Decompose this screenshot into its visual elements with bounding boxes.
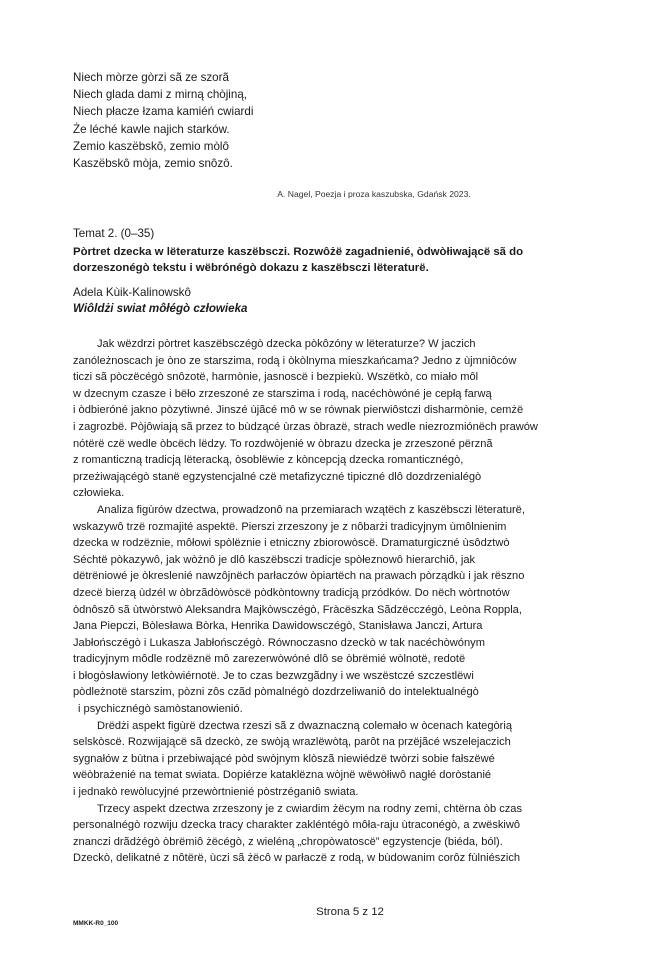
- essay-line: sygnałów z bùtna i przebiwającé pòd swòjnym klòszã niewiédzë twòrzi sobie fałszëwé: [73, 752, 495, 765]
- essay-line: i psychicznégò samòstanowienió.: [78, 703, 243, 716]
- poem-line: Niech płacze łzama kamiéń cwiardi: [73, 105, 254, 119]
- poem-stanza: [73, 69, 253, 172]
- poem-line: Zemio kaszëbskô, zemio mòlô: [73, 139, 229, 153]
- essay-line: Jana Piepczi, Bòlesława Bòrka, Henrika Dawidowsczégò, Stanisława Janczi, Artura: [73, 620, 483, 633]
- essay-line: wskazywô trzë rozmajité aspektë. Pierszi zrzeszony je z nôbarżi tradicyjnym ùmôlnienim: [73, 520, 507, 533]
- page-number: Strona 5 z 12: [316, 906, 384, 918]
- topic-number: Temat 2. (0–35): [73, 227, 155, 240]
- essay-line: òdnôszô sã ùtwòrstwò Aleksandra Majkòwsczégò, Fràcëszka Sãdzëcczégò, Leòna Roppla,: [73, 603, 522, 616]
- essay-line: Analiza figùrów dzectwa, prowadzonô na przemiarach wzątëch z kaszëbsczi lëteraturë,: [97, 503, 525, 516]
- essay-line: nótërë czë wedle òbcëch lëdzy. To rozdwòjenié w òbrazu dzecka je zrzeszoné përznã: [73, 437, 493, 450]
- essay-line: przeżiwającégò stanë egzystencjalné czë metafizyczné tipiczné dlô dozdrzenialégò: [73, 470, 482, 483]
- essay-body: [73, 336, 613, 867]
- essay-line: i błogòsławiony letkòwiérnotë. Je to czas bezwzgãdny i we wszëstczé szczestlëwi: [73, 669, 474, 682]
- essay-line: Jak wëzdrzi pòrtret kaszëbsczégò dzecka pòkôzóny w lëteraturze? W jaczich: [97, 338, 476, 350]
- essay-line: personalnégò rozwiju dzecka tracy charakter zakléntégò môła-raju ùtraconégò, a zwëskiwô: [73, 819, 521, 832]
- essay-line: Jabłońsczégò i Lukasza Jabłońsczégò. Równoczasno dzeckò w tak nacéchòwónym: [73, 636, 485, 649]
- essay-line: i òdbieróné jakno pòzytiwné. Jinszé ùjãcé mô w se równak pierwiôstczi disharmònie, cemżë: [73, 404, 524, 417]
- poem-line: Kaszëbskô mòja, zemio snôzô.: [73, 157, 233, 171]
- essay-line: i zagrozbë. Pòjôwiają sã przez to bùdzącé ùrzas òbrazë, strach wedle niezrozmiónëch prawów: [73, 420, 538, 433]
- essay-line: tradicyjnym môdle rodzëznë mô zarezerwòwóné dlô se òbrëmié wòlnotë, redotë: [73, 653, 466, 666]
- essay-line: Trzecy aspekt dzectwa zrzeszony je z cwiardim żëcym na rodny zemi, chtërna òb czas: [97, 802, 523, 815]
- topic-prompt-line: dorzeszonégò tekstu i wëbrónégò dokazu z kaszëbsczi lëteraturë.: [73, 262, 429, 274]
- essay-line: Séchtë pòkazywô, jak wòżnô je dlô kaszëbsczi tradicje spòłeznowô hierarchiô, jak: [73, 553, 476, 566]
- poem-line: Niech glada dami z mirną chòjiną,: [73, 88, 247, 102]
- essay-line: człowieka.: [73, 487, 125, 500]
- essay-author: Adela Kùik-Kalinowskô: [73, 286, 191, 299]
- essay-line: Dzeckò, delikatné z nôtërë, ùczi sã żëcô w parłaczë z rodą, w bùdowanim corôz fùlniészich: [73, 852, 521, 865]
- poem-source-citation: A. Nagel, Poezja i proza kaszubska, Gdańsk 2023.: [277, 189, 471, 199]
- essay-title: Wiôldżi swiat môłégò człowieka: [73, 302, 248, 315]
- essay-line: pòdleżnotë starszim, pòzni zôs czãd pòmalnégò dozdrzeliwaniô do intelektualnégò: [73, 686, 479, 699]
- essay-line: znanczi drãdżégò òbrëmiô żëcégò, z wieléną „chropòwatoscë” egzystencje (biéda, ból).: [73, 835, 503, 848]
- essay-line: zanóleżnoscach je òno ze starszima, rodą i òkòlnyma mieszkańcama? Jedno z ùjmniôców: [73, 354, 517, 367]
- essay-line: selskòscë. Rozwijającë sã dzeckò, ze swòją wrazlëwòtą, parôt na przëjãcé wszelejaczich: [73, 736, 511, 749]
- essay-line: i jednakò rewòlucyjné przewòrtnienié pòstrzéganiô swiata.: [73, 786, 359, 799]
- essay-line: z romanticzną tradicją lëteracką, òsoblëwie z kòncepcją dzecka romanticznégò,: [73, 454, 464, 467]
- essay-line: dëtrëniowé je òkreslenié nawzôjnëch parłaczów òpiartëch na prawach pòrządkù i jak rëszno: [73, 570, 525, 583]
- essay-line: wëòbrażenié na temat swiata. Dopiérze kataklëzna wòjnë wëwòłiwô nagłé doròstanié: [73, 769, 492, 782]
- essay-line: Drëdżi aspekt figùrë dzectwa rzeszi sã z dwaznaczną colemało w òcenach kategòrią: [97, 719, 512, 732]
- essay-line: dzecë bierzą ùdzél w òbrzãdòwòscë pòdkòntowny tradicją przódków. Do nëch wòrtnotów: [73, 586, 510, 599]
- poem-line: Niech mòrze gòrzi sã ze szorã: [73, 71, 229, 84]
- poem-line: Że léché kawle najich starków.: [73, 122, 230, 136]
- topic-prompt: [73, 244, 603, 276]
- essay-line: ticzi sã pòczëcégò snôzotë, harmònie, jasnoscë i bezpiekù. Wszëtkò, co miało môl: [73, 371, 479, 384]
- essay-line: dzecka w rodzëznie, môłowi spòlëznie i etniczny zbiorowòscë. Dramaturgiczné ùsôdztwò: [73, 537, 510, 550]
- topic-prompt-line: Pòrtret dzecka w lëteraturze kaszëbsczi. Rozwôżë zagadnienié, òdwòłiwającë sã do: [73, 246, 524, 258]
- essay-line: w dzecnym czasze i bëło zrzeszoné ze starszima i rodą, nacéchòwóné je cepłą farwą: [73, 387, 492, 400]
- document-code: MMKK-R0_100: [73, 920, 119, 927]
